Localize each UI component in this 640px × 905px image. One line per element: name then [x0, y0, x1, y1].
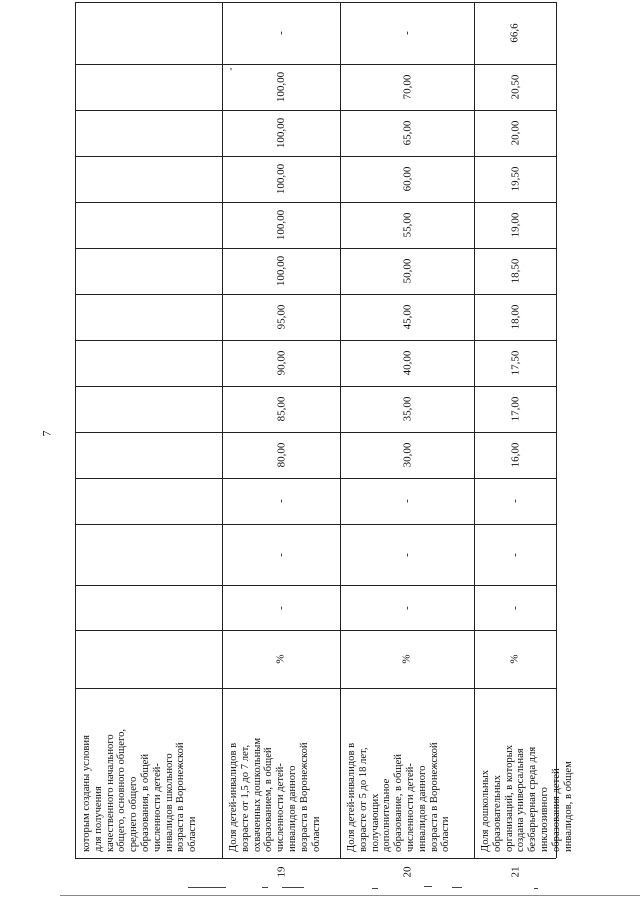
- value-text: 17,50: [509, 350, 521, 376]
- description-line: общего, основного общего,: [116, 728, 128, 852]
- description-line: для получения: [92, 786, 104, 852]
- description-line: получающих: [369, 793, 381, 852]
- description-line: инклюзивного: [538, 787, 550, 852]
- value-cell: [340, 478, 474, 524]
- description-line: возраста в Воронежской: [298, 742, 310, 852]
- description-line: Доля детей-инвалидов в: [228, 742, 239, 852]
- description-line: образование, в общей: [393, 754, 405, 852]
- page-number: 7: [39, 430, 54, 437]
- value-cell: [222, 156, 340, 202]
- row-number: [340, 858, 474, 886]
- value-cell: [75, 340, 222, 386]
- unit-text: %: [274, 654, 287, 664]
- value-text: 20,50: [509, 74, 521, 100]
- description-line: организаций, в которых: [503, 744, 515, 852]
- row-number-text: 21: [509, 866, 521, 878]
- value-text: 17,00: [509, 396, 521, 422]
- value-cell: [75, 478, 222, 524]
- value-cell: [474, 585, 556, 630]
- description-line: дополнительное: [381, 778, 393, 852]
- footer-line: [452, 887, 462, 888]
- value-cell: [222, 110, 340, 156]
- value-cell: [474, 156, 556, 202]
- row-number: [222, 858, 340, 886]
- description-line: инвалидов, в общем: [562, 761, 574, 852]
- footer-line: [282, 887, 304, 888]
- value-cell: [75, 585, 222, 630]
- value-cell: [474, 432, 556, 478]
- value-cell: [222, 386, 340, 432]
- value-cell: [474, 386, 556, 432]
- indicator-description: [346, 742, 452, 852]
- description-line: охваченных дошкольным: [251, 737, 263, 852]
- description-line: Доля дошкольных: [480, 769, 491, 852]
- value-text: -: [508, 605, 521, 610]
- description-line: безбарьерная среда для: [527, 746, 539, 852]
- description-line: образования детей-: [550, 764, 562, 852]
- value-text: -: [400, 31, 413, 35]
- value-cell: [75, 432, 222, 478]
- value-cell: [474, 110, 556, 156]
- value-cell: [340, 2, 474, 64]
- value-text: 100,00: [275, 209, 287, 241]
- footer-line: [188, 887, 226, 888]
- row-number-text: 20: [401, 866, 413, 878]
- stray-mark: ': [230, 66, 232, 78]
- value-cell: [222, 64, 340, 110]
- value-text: 19,50: [509, 166, 521, 192]
- value-cell: [474, 64, 556, 110]
- table-rule: [75, 688, 556, 689]
- footer-line: [534, 888, 538, 889]
- value-cell: [340, 64, 474, 110]
- value-cell: [222, 585, 340, 630]
- description-line: образования, в общей: [139, 753, 151, 852]
- value-text: 100,00: [275, 255, 287, 287]
- unit-text: %: [508, 654, 521, 664]
- value-cell: [222, 294, 340, 340]
- description-line: образовательных: [491, 775, 503, 852]
- description-line: области: [440, 816, 452, 852]
- description-line: возрасте от 5 до 18 лет,: [357, 747, 369, 852]
- value-text: -: [274, 499, 287, 503]
- value-text: 35,00: [401, 396, 413, 422]
- value-cell: [75, 2, 222, 64]
- description-line: создана универсальная: [515, 748, 527, 852]
- description-line: возраста в Воронежской: [428, 742, 440, 852]
- value-cell: [222, 340, 340, 386]
- value-cell: [75, 64, 222, 110]
- description-line: численности детей-: [404, 763, 416, 852]
- description-line: которым созданы условия: [81, 735, 92, 852]
- value-cell: [340, 386, 474, 432]
- description-line: области: [187, 816, 199, 852]
- description-line: инвалидов данного: [286, 765, 298, 852]
- description-line: численности детей-: [151, 763, 163, 852]
- value-text: 19,00: [509, 212, 521, 238]
- value-text: 45,00: [401, 304, 413, 330]
- value-cell: [474, 294, 556, 340]
- value-cell: [340, 294, 474, 340]
- description-line: численности детей-: [275, 763, 287, 852]
- description-line: области: [310, 816, 322, 852]
- value-cell: [75, 202, 222, 248]
- unit-cell: [474, 630, 556, 688]
- value-cell: [340, 340, 474, 386]
- value-cell: [340, 432, 474, 478]
- value-cell: [75, 156, 222, 202]
- indicator-description: [81, 729, 199, 852]
- value-text: 18,50: [509, 258, 521, 284]
- value-cell: [75, 294, 222, 340]
- footer-line: [60, 895, 640, 896]
- description-line: качественного начального: [104, 734, 116, 852]
- row-number: [474, 858, 556, 886]
- value-cell: [75, 248, 222, 294]
- unit-text: %: [400, 654, 413, 664]
- value-cell: [222, 524, 340, 585]
- description-line: Доля детей-инвалидов в: [346, 742, 357, 852]
- value-cell: [340, 156, 474, 202]
- value-text: -: [400, 499, 413, 503]
- value-text: -: [274, 552, 287, 557]
- value-text: 40,00: [401, 350, 413, 376]
- description-line: инвалидов школьного: [163, 753, 175, 852]
- value-text: 80,00: [275, 442, 287, 468]
- indicator-description: [228, 738, 322, 852]
- description-line: возрасте от 1,5 до 7 лет,: [239, 744, 251, 852]
- value-cell: [474, 524, 556, 585]
- value-cell: [340, 248, 474, 294]
- value-text: 90,00: [275, 350, 287, 376]
- value-cell: [474, 202, 556, 248]
- table-rule: [556, 2, 557, 858]
- value-cell: [222, 248, 340, 294]
- indicator-description: [480, 745, 574, 852]
- value-cell: [75, 524, 222, 585]
- footer-line: [372, 888, 378, 889]
- value-cell: [222, 432, 340, 478]
- value-text: -: [508, 552, 521, 557]
- value-cell: [340, 202, 474, 248]
- value-cell: [222, 2, 340, 64]
- footer-line: [262, 887, 268, 888]
- value-cell: [340, 110, 474, 156]
- value-cell: [474, 340, 556, 386]
- value-cell: [474, 478, 556, 524]
- value-text: -: [274, 31, 287, 35]
- value-text: 65,00: [401, 120, 413, 146]
- value-text: 100,00: [275, 163, 287, 195]
- value-text: 18,00: [509, 304, 521, 330]
- description-line: образованием, в общей: [263, 747, 275, 852]
- value-text: 100,00: [275, 117, 287, 149]
- unit-cell: [222, 630, 340, 688]
- value-cell: [75, 386, 222, 432]
- row-number-text: 19: [275, 866, 287, 878]
- value-text: 50,00: [401, 258, 413, 284]
- value-text: -: [400, 552, 413, 557]
- description-line: возраста в Воронежской: [175, 742, 187, 852]
- value-cell: [474, 2, 556, 64]
- value-cell: [474, 248, 556, 294]
- footer-line: [424, 886, 432, 887]
- value-cell: [340, 524, 474, 585]
- value-text: 70,00: [401, 74, 413, 100]
- value-text: 60,00: [401, 166, 413, 192]
- unit-cell: [75, 630, 222, 688]
- value-text: 85,00: [275, 396, 287, 422]
- value-cell: [75, 110, 222, 156]
- value-text: -: [400, 605, 413, 610]
- value-text: 100,00: [275, 71, 287, 103]
- value-cell: [222, 478, 340, 524]
- description-line: инвалидов данного: [416, 765, 428, 852]
- value-cell: [340, 585, 474, 630]
- value-text: 66,6: [509, 23, 521, 43]
- value-text: 20,00: [509, 120, 521, 146]
- value-text: -: [508, 499, 521, 503]
- value-text: 16,00: [509, 442, 521, 468]
- unit-cell: [340, 630, 474, 688]
- value-text: 30,00: [401, 442, 413, 468]
- value-text: 55,00: [401, 212, 413, 238]
- value-cell: [222, 202, 340, 248]
- value-text: -: [274, 605, 287, 610]
- description-line: среднего общего: [128, 776, 140, 852]
- value-text: 95,00: [275, 304, 287, 330]
